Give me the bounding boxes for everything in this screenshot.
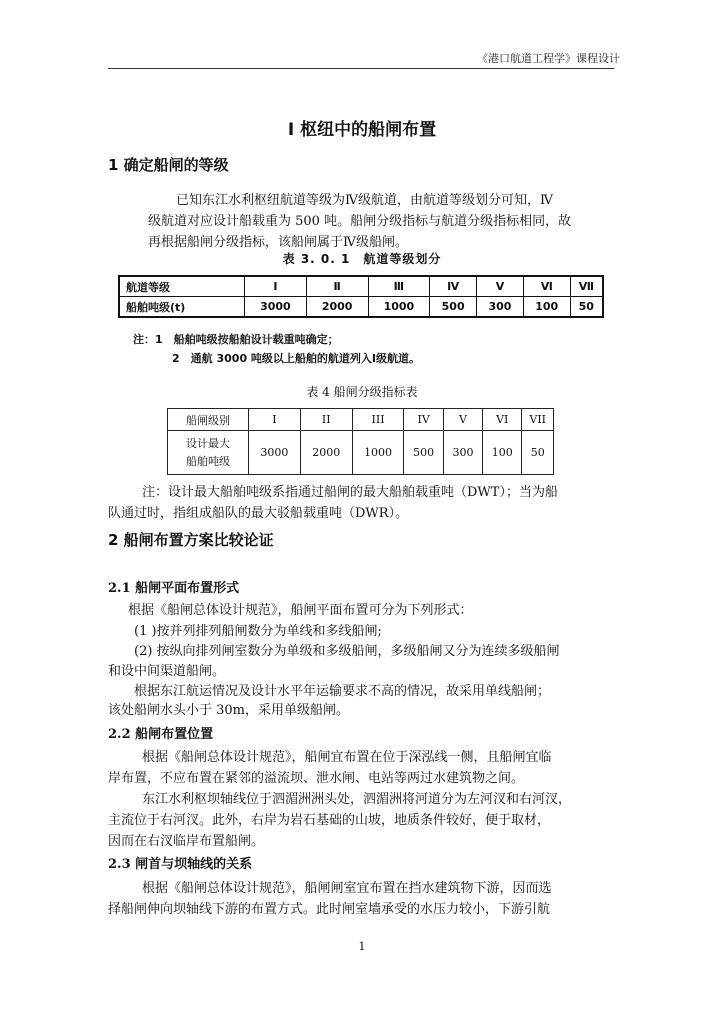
section-2-1-heading: 2.1 船闸平面布置形式: [108, 581, 240, 596]
table-row: [119, 297, 603, 318]
table-cell: Ⅲ: [368, 276, 430, 297]
table-cell: 1000: [368, 297, 430, 318]
table-cell: II: [300, 409, 352, 431]
lock-grade-table: [167, 408, 554, 475]
table-row: [168, 409, 554, 431]
table-cell: 500: [430, 297, 477, 318]
table-cell: Ⅵ: [523, 276, 570, 297]
section-2-2-line-4: 主流位于右河汊。此外，右岸为岩石基础的山坡，地质条件较好，便于取材，: [108, 813, 551, 828]
table-cell: 500: [404, 431, 443, 475]
table-2-caption: 表 4 船闸分级指标表: [306, 385, 418, 399]
table-cell: 100: [523, 297, 570, 318]
section-2-1-line-3: (2) 按纵向排列闸室数分为单级和多级船闸，多级船闸又分为连续多级船闸: [134, 644, 560, 659]
table-cell: 100: [483, 431, 522, 475]
section-2-1-line-5: 根据东江航运情况及设计水平年运输要求不高的情况，故采用单线船闸；: [134, 684, 551, 699]
table-cell: VII: [522, 409, 554, 431]
table-cell: 300: [443, 431, 482, 475]
table-cell: V: [443, 409, 482, 431]
section-1-line-3: 再根据船闸分级指标，该船闸属于Ⅳ级船闸。: [148, 235, 408, 250]
table-cell: 50: [522, 431, 554, 475]
table-2-note-line-1: 注：设计最大船舶吨级系指通过船闸的最大船舶载重吨（DWT）；当为船: [142, 485, 558, 500]
table-1-note-1: 注：1 船舶吨级按船舶设计载重吨确定；: [133, 333, 339, 346]
table-cell: 2000: [306, 297, 368, 318]
table-cell: I: [249, 409, 301, 431]
table-2-note-line-2: 队通过时，指组成船队的最大驳船载重吨（DWR）。: [108, 506, 409, 521]
table-1-row-label: 航道等级: [119, 276, 245, 297]
table-cell: Ⅳ: [430, 276, 477, 297]
section-1-line-2: 级航道对应设计船载重为 500 吨。船闸分级指标与航道分级指标相同，故: [148, 214, 572, 229]
table-row: [119, 276, 603, 297]
section-2-1-line-6: 该处船闸水头小于 30m，采用单级船闸。: [108, 703, 350, 718]
section-2-1-line-2: (1 )按并列排列船闸数分为单线和多线船闸;: [134, 624, 382, 639]
table-cell: VI: [483, 409, 522, 431]
table-2-row-label: [168, 431, 249, 475]
table-cell: 3000: [245, 297, 307, 318]
table-cell: III: [352, 409, 404, 431]
section-2-1-line-1: 根据《船闸总体设计规范》，船闸平面布置可分为下列形式：: [128, 603, 473, 618]
table-cell: Ⅴ: [477, 276, 524, 297]
table-cell: Ⅰ: [245, 276, 307, 297]
waterway-grade-table: [118, 275, 604, 318]
header-divider: [108, 68, 614, 69]
table-row: [168, 431, 554, 475]
table-2-row-label-line-2: 船舶吨级: [186, 454, 230, 468]
section-1-line-1: 已知东江水利枢纽航道等级为Ⅳ级航道，由航道等级划分可知，Ⅳ: [176, 193, 553, 208]
page-title: I 枢纽中的船闸布置: [287, 120, 437, 140]
section-2-2-line-1: 根据《船闸总体设计规范》，船闸宜布置在位于深泓线一侧，且船闸宜临: [142, 750, 552, 765]
section-2-3-heading: 2.3 闸首与坝轴线的关系: [108, 857, 253, 872]
section-2-3-line-1: 根据《船闸总体设计规范》，船闸闸室宜布置在挡水建筑物下游，因而选: [142, 881, 552, 896]
table-2-row-label: 船闸级别: [168, 409, 249, 431]
section-2-2-line-5: 因而在右汊临岸布置船闸。: [108, 834, 265, 849]
table-cell: Ⅱ: [306, 276, 368, 297]
section-2-1-line-4: 和设中间渠道船闸。: [108, 664, 226, 679]
section-2-2-line-2: 岸布置，不应布置在紧邻的溢流坝、泄水闸、电站等两过水建筑物之间。: [108, 771, 525, 786]
table-cell: 50: [570, 297, 603, 318]
table-cell: 1000: [352, 431, 404, 475]
table-cell: Ⅶ: [570, 276, 603, 297]
section-2-2-line-3: 东江水利枢坝轴线位于泗湄洲洲头处，泗湄洲将河道分为左河汊和右河汊，: [142, 792, 572, 807]
table-1-row-label: 船舶吨级(t): [119, 297, 245, 318]
table-cell: 2000: [300, 431, 352, 475]
section-2-3-line-2: 择船闸伸向坝轴线下游的布置方式。此时闸室墙承受的水压力较小，下游引航: [108, 902, 551, 917]
table-1-caption: 表 3. 0. 1 航道等级划分: [282, 252, 442, 266]
page-number: 1: [358, 940, 366, 953]
table-cell: 3000: [249, 431, 301, 475]
section-1-heading: 1 确定船闸的等级: [108, 156, 229, 174]
section-2-heading: 2 船闸布置方案比较论证: [108, 531, 274, 549]
table-cell: 300: [477, 297, 524, 318]
table-2-row-label-line-1: 设计最大: [186, 436, 230, 450]
table-cell: IV: [404, 409, 443, 431]
page-header: 《港口航道工程学》课程设计: [477, 52, 620, 65]
section-2-2-heading: 2.2 船闸布置位置: [108, 727, 214, 742]
table-1-note-2: 2 通航 3000 吨级以上船舶的航道列入Ⅰ级航道。: [172, 352, 421, 365]
